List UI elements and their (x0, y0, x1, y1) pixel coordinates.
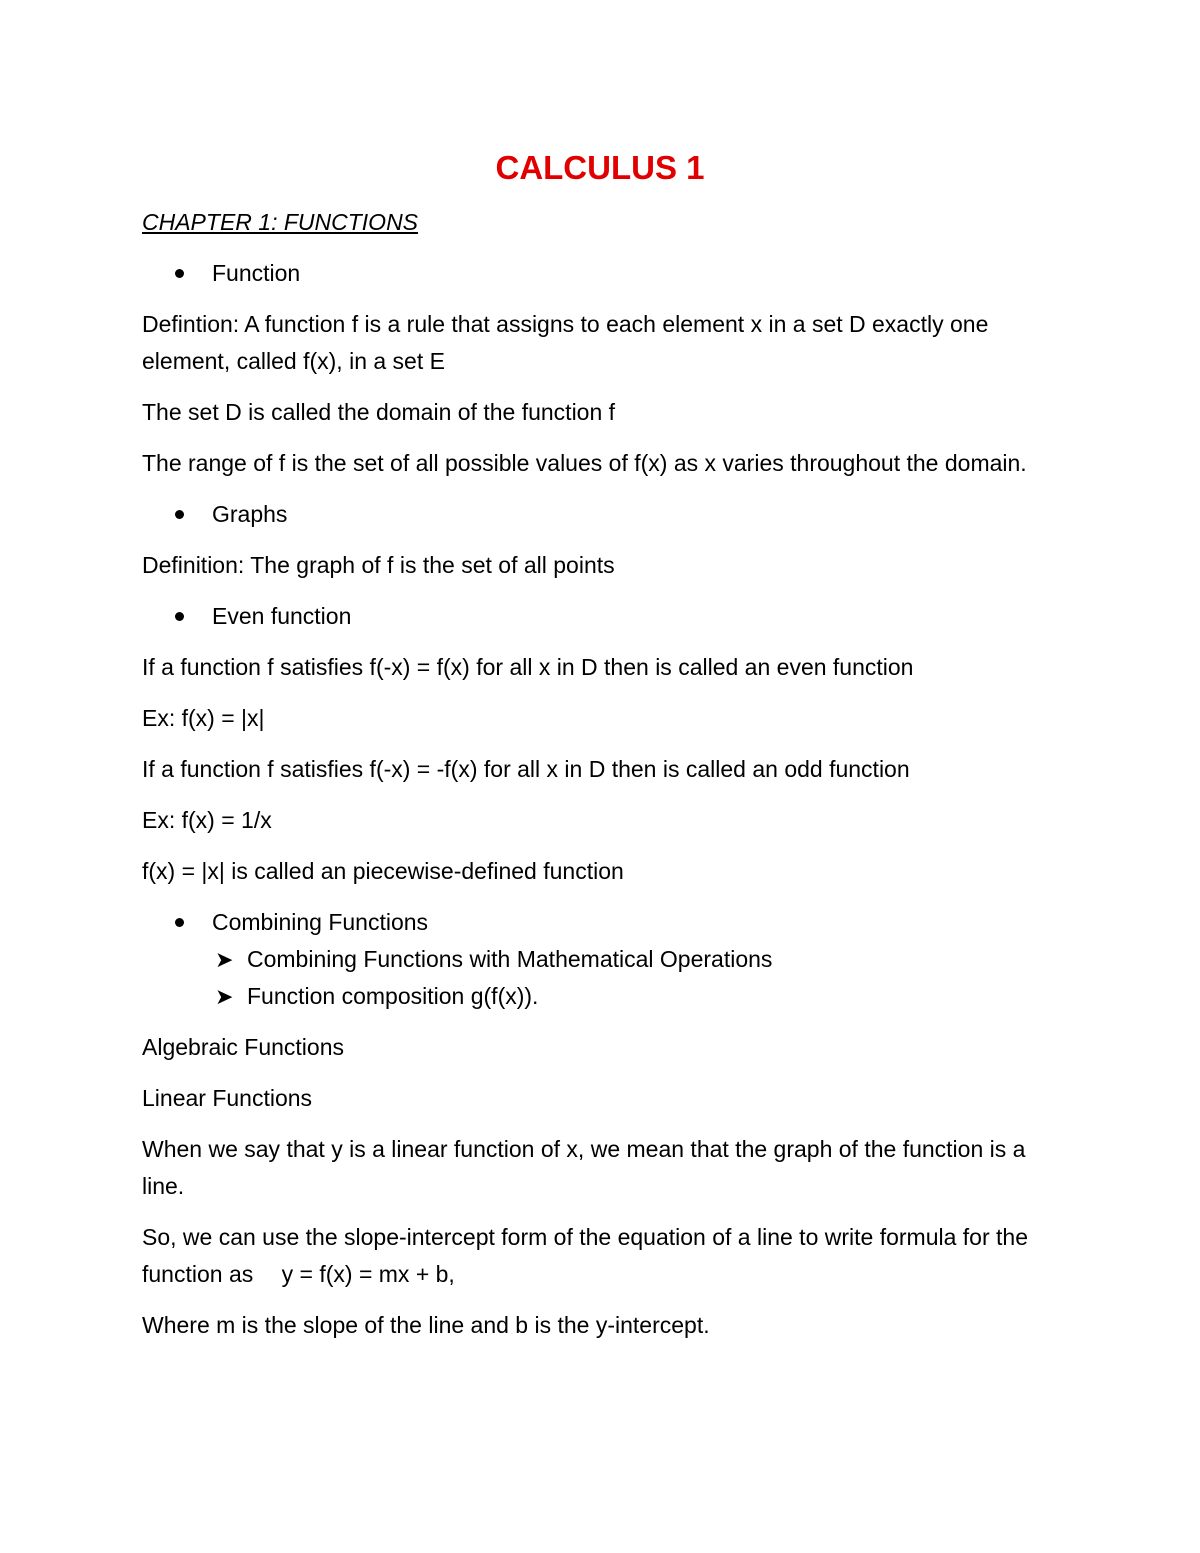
paragraph-odd-definition: If a function f satisfies f(-x) = -f(x) for all x in D then is called an odd function (142, 756, 910, 782)
slope-intro-text: So, we can use the slope-intercept form of the equation of a line to write formula for the function as (142, 1224, 1028, 1287)
paragraph-odd-example: Ex: f(x) = 1/x (142, 807, 272, 833)
sub-item-label: Combining Functions with Mathematical Operations (247, 946, 773, 972)
chapter-heading: CHAPTER 1: FUNCTIONS (142, 209, 419, 235)
paragraph-algebraic-functions: Algebraic Functions (142, 1034, 344, 1060)
slope-equation: y = f(x) = mx + b, (281, 1261, 455, 1287)
bullet-label: Function (212, 260, 301, 286)
paragraph-linear-definition: When we say that y is a linear function of x, we mean that the graph of the function is a line. (142, 1136, 1026, 1199)
bullet-label: Even function (212, 603, 352, 629)
document-content (142, 140, 1058, 1358)
bullet-item-function (142, 255, 1058, 292)
bullet-dot-icon (175, 269, 184, 278)
sub-list (142, 941, 1058, 1015)
document-title: CALCULUS 1 (495, 149, 705, 186)
bullet-label: Combining Functions (212, 909, 429, 935)
paragraph-linear-functions: Linear Functions (142, 1085, 313, 1111)
arrowhead-icon: ➤ (215, 947, 234, 972)
paragraph-slope-intercept (142, 1219, 1058, 1293)
arrowhead-icon: ➤ (215, 984, 234, 1009)
paragraph-graph-definition: Definition: The graph of f is the set of all points (142, 552, 615, 578)
paragraph-domain: The set D is called the domain of the function f (142, 399, 616, 425)
paragraph-even-example: Ex: f(x) = |x| (142, 705, 265, 731)
paragraph-slope-explanation: Where m is the slope of the line and b is the y-intercept. (142, 1312, 710, 1338)
paragraph-even-definition: If a function f satisfies f(-x) = f(x) for all x in D then is called an even function (142, 654, 914, 680)
paragraph-definition: Defintion: A function f is a rule that assigns to each element x in a set D exactly one element, called f(x), in a set E (142, 311, 989, 374)
bullet-dot-icon (175, 918, 184, 927)
paragraph-range: The range of f is the set of all possible values of f(x) as x varies throughout the domain. (142, 450, 1027, 476)
bullet-item-even-function (142, 598, 1058, 635)
sub-item-math-ops (142, 941, 1058, 978)
bullet-item-graphs (142, 496, 1058, 533)
bullet-dot-icon (175, 510, 184, 519)
sub-item-label: Function composition g(f(x)). (247, 983, 539, 1009)
bullet-label: Graphs (212, 501, 288, 527)
bullet-dot-icon (175, 612, 184, 621)
sub-item-composition (142, 978, 1058, 1015)
paragraph-piecewise: f(x) = |x| is called an piecewise-defined function (142, 858, 624, 884)
bullet-item-combining-functions (142, 904, 1058, 941)
